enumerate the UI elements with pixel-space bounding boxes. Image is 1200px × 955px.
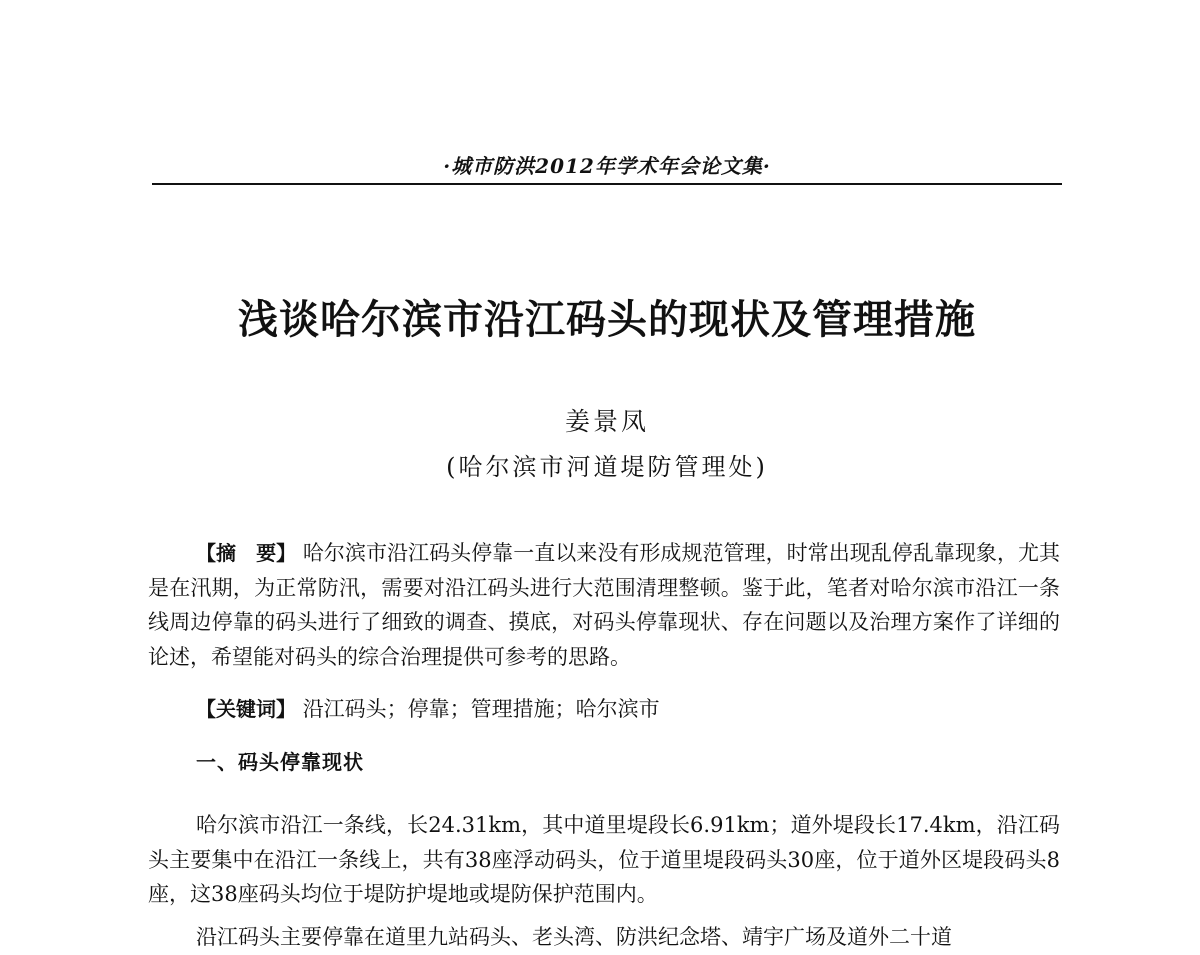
header-rule [152,183,1062,185]
author-name: 姜景凤 [564,407,649,436]
author-affiliation: (哈尔滨市河道堤防管理处) [446,453,768,481]
section-heading: 一、码头停靠现状 [196,750,364,774]
keywords-text: 沿江码头；停靠；管理措施；哈尔滨市 [302,697,660,721]
running-head: ·城市防洪2012年学术年会论文集· [443,154,771,178]
keywords-label: 【关键词】 [196,697,296,721]
keywords [148,692,1060,727]
paragraph: 沿江码头主要停靠在道里九站码头、老头湾、防洪纪念塔、靖宇广场及道外二十道 [196,925,952,949]
abstract-label: 【摘 要】 [196,541,297,565]
abstract-text: 哈尔滨市沿江码头停靠一直以来没有形成规范管理，时常出现乱停乱靠现象，尤其是在汛期，为正常防汛，需要对沿江码头进行大范围清理整顿。鉴于此，笔者对哈尔滨市沿江一条线周边停靠的码头进行了细致的调查、摸底，对码头停靠现状、存在问题以及治理方案作了详细的论述，希望能对码头的综合治理提供可参考的思路。 [148,541,1061,669]
article-title: 浅谈哈尔滨市沿江码头的现状及管理措施 [238,297,976,343]
abstract [148,536,1060,674]
paragraph: 哈尔滨市沿江一条线，长24.31km，其中道里堤段长6.91km；道外堤段长17.4km，沿江码头主要集中在沿江一条线上，共有38座浮动码头，位于道里堤段码头30座，位于道外区堤段码头8座，这38座码头均位于堤防护堤地或堤防保护范围内。 [148,813,1060,906]
